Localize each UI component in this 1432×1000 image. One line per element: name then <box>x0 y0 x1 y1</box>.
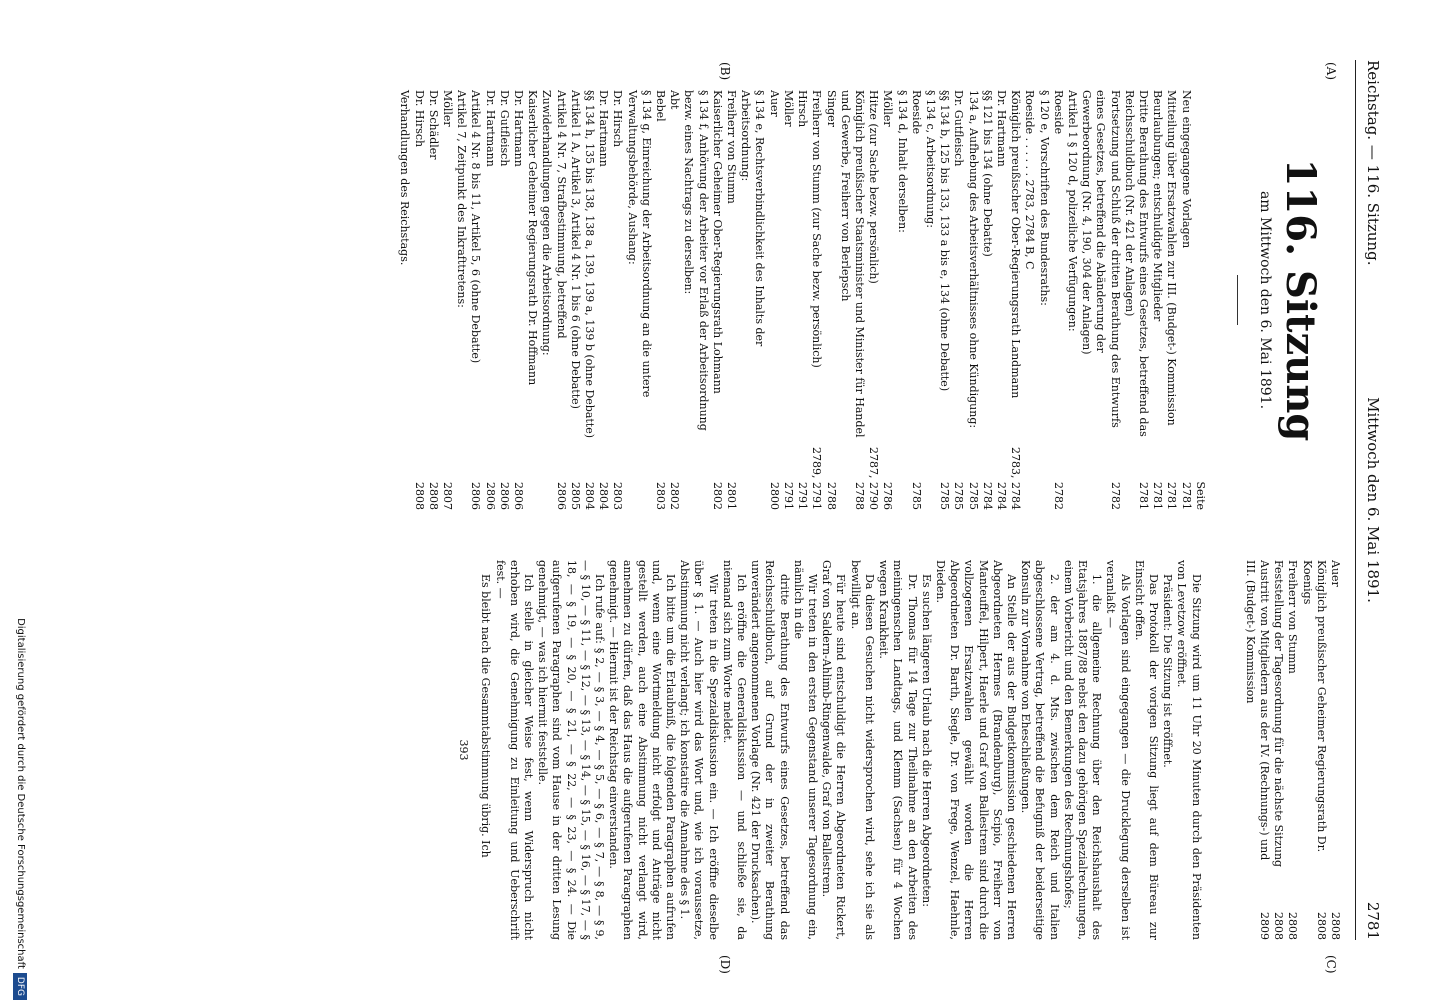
toc-entry <box>1065 90 1079 510</box>
toc-entry <box>795 90 809 510</box>
toc-entry-text: Dr. Gutfleisch <box>952 90 966 167</box>
toc-entry-text: Auer <box>767 90 781 117</box>
continued-contents <box>1243 560 1342 940</box>
toc-entry-text: Dr. Schädler <box>426 90 440 160</box>
toc-entry-page: 2781 <box>1136 482 1150 510</box>
paragraph: Für heute sind entschuldigt die Herren Abgeordneten Rickert, Graf von Saldern-Ahlimb-Ringenwalde, Graf von Ballestrem. <box>820 560 848 940</box>
toc-entry-text: Hitze (zur Sache bezw. persönlich) <box>867 90 881 284</box>
toc-entry <box>454 90 468 510</box>
toc-entry-text: Möller <box>441 90 455 127</box>
toc-entry-page: 2806 <box>497 482 511 510</box>
toc-entry-text: 134 a, Aufhebung des Arbeitsverhältnisses ohne Kündigung: <box>966 90 980 429</box>
toc-entry-page: 2808 <box>412 482 426 510</box>
toc-entry-page <box>1022 440 1036 510</box>
toc-entry <box>965 90 979 510</box>
paragraph: Es bleibt nach die Gesammtabstimmung übrig. Ich <box>479 574 493 858</box>
toc-entry-text: § 134 f, Anhörung der Arbeiter vor Erlaß der Arbeitsordnung bezw. eines Nachtrags zu derselben: <box>682 90 710 431</box>
toc-entry-page: 2785 <box>938 482 952 510</box>
toc-entry-text: Hirsch <box>796 90 810 128</box>
toc-entry <box>909 90 923 510</box>
toc-entry-page: 2805 <box>568 482 582 510</box>
toc-entry-page: 2782 <box>1108 482 1122 510</box>
page-header <box>1360 60 1380 940</box>
toc-entry-text: Dr. Gutfleisch <box>497 90 511 167</box>
toc-entry <box>482 90 496 510</box>
session-subtitle: am Mittwoch den 6. Mai 1891. <box>1257 190 1273 410</box>
toc-entry <box>980 90 994 510</box>
paragraph: Das Protokoll der vorigen Sitzung liegt auf dem Büreau zur Einsicht offen. <box>1132 560 1160 940</box>
toc-entry-page: 2802 <box>710 482 724 510</box>
toc-entry-text: Roeside . . . . . . 2783, 2784 B, C <box>1023 90 1037 270</box>
toc-entry <box>1164 90 1178 510</box>
toc-entry-text: Dr. Hirsch <box>611 90 625 148</box>
toc-entry-page <box>894 440 908 510</box>
toc-entry <box>781 90 795 510</box>
paragraph: Präsident: Die Sitzung ist eröffnet. <box>1161 574 1175 768</box>
toc-entry-page <box>738 440 766 510</box>
toc-entry-page: 2802 <box>668 482 682 510</box>
paragraph: Wir treten in die Spezialdiskussion ein. — Ich eröffne dieselbe über § 1. — Auch hier wird das Wort und, wie ich voraussetze, Abstimmung nicht verlangt; ich konstatire die Annahme des § 1. <box>678 560 720 940</box>
toc-entry <box>624 90 652 510</box>
toc-entry-page: 2809 <box>1257 912 1271 940</box>
toc-entry <box>426 90 440 510</box>
toc-entry <box>1079 90 1122 510</box>
toc-entry-text: § 120 e, Vorschriften des Bundesraths: <box>1037 90 1051 306</box>
toc-entry-page <box>525 440 539 510</box>
toc-entry-page: 2781 <box>1179 482 1193 510</box>
toc-entry-text: Dr. Hartmann <box>597 90 611 167</box>
toc-entry <box>1122 90 1150 510</box>
toc-entry-text: Artikel 4 Nr. 7, Strafbestimmung, betreffend Zuwiderhandlungen gegen die Arbeitsordnung: <box>540 90 568 356</box>
toc-entry <box>738 90 766 510</box>
toc-entry-text: Austritt von Mitgliedern aus der IV. (Rechnungs-) und III. (Budget-) Kommission <box>1243 560 1271 861</box>
toc-entry <box>1299 560 1327 940</box>
toc-entry-text: Verhandlungen des Reichstags. <box>398 90 412 266</box>
toc-entry-text: Singer <box>824 90 838 127</box>
toc-entry <box>667 90 681 510</box>
paragraph: Ich stelle in gleicher Weise fest, wenn Widerspruch nicht erhoben wird, die Genehmigung zu Einleitung und Ueberschrift fest. — <box>493 560 536 940</box>
signature-mark: 393 <box>457 739 471 761</box>
toc-entry-text: §§ 121 bis 134 (ohne Debatte) <box>980 90 994 257</box>
toc-entry <box>880 90 894 510</box>
toc-entry-text: Feststellung der Tagesordnung für die nächste Sitzung <box>1272 560 1286 868</box>
toc-entry-page: 2801 <box>725 482 739 510</box>
toc-entry <box>1285 560 1299 940</box>
toc-entry-text: Artikel 7, Zeitpunkt des Inkrafttretens: <box>455 90 469 308</box>
toc-entry-page <box>1065 440 1079 510</box>
toc-entry <box>951 90 965 510</box>
header-left: Reichstag. — 116. Sitzung. <box>1364 60 1382 266</box>
toc-entry-text: § 134 c, Arbeitsordnung: <box>923 90 937 228</box>
toc-entry <box>582 90 596 510</box>
toc-entry <box>610 90 624 510</box>
toc-entry <box>937 90 951 510</box>
toc-entry-page: 2791 <box>781 482 795 510</box>
toc-entry <box>1328 560 1342 940</box>
toc-entry-page: 2806 <box>512 482 526 510</box>
paragraph: Ich rufe auf: § 2, — § 3, — § 4, — § 5, — § 6, — § 7, — § 8, — § 9, — § 10, — § 11, — § 12, — § 13, — § 14, — § 15, — § 16, — § 17, — § 18, — § 19, — § 20, — § 21, — § 22, — § 23, — § 24. — Die aufgerufenen Paragraphen sind vom Hause in der dritten Lesung genehmigt, — was ich hiermit feststelle. <box>536 560 607 940</box>
toc-entry-page: 2791 <box>796 482 810 510</box>
toc-entry <box>1022 90 1036 510</box>
toc-entry-page: 2786 <box>881 482 895 510</box>
toc-entry-page: 2804 <box>583 482 597 510</box>
toc-entry <box>681 90 709 510</box>
toc-entry-page: 2781 <box>1165 482 1179 510</box>
toc-entry <box>568 90 582 510</box>
toc-entry-text: Möller <box>781 90 795 127</box>
toc-entry-page: 2806 <box>554 482 568 510</box>
toc-entry-text: Dritte Berathung des Entwurfs eines Gesetzes, betreffend das Reichsschuldbuch (Nr. 421 der Anlagen) <box>1122 90 1150 437</box>
toc-entry <box>823 90 837 510</box>
right-column <box>456 560 1342 940</box>
toc-entry-text: Freiherr von Stumm (zur Sache bezw. persönlich) <box>810 90 824 368</box>
toc-entry <box>994 90 1008 510</box>
toc-entry-text: Dr. Hartmann <box>512 90 526 167</box>
header-rule <box>1355 60 1356 940</box>
toc-entry <box>1150 90 1164 510</box>
toc-entry-page: 2784 <box>994 482 1008 510</box>
paragraph: Da diesen Gesuchen nicht widersprochen wird, sehe ich sie als bewilligt an. <box>848 560 876 940</box>
toc-entry-page: 2785 <box>966 482 980 510</box>
toc-entry-page: 2784 <box>980 482 994 510</box>
toc-entry-page: 2787, 2790 <box>867 447 881 510</box>
toc-entry-page: 2806 <box>469 482 483 510</box>
toc-entry-text: Abt <box>668 90 682 110</box>
toc-entry-page: 2804 <box>597 482 611 510</box>
toc-entry-text: Auer <box>1329 560 1342 587</box>
title-separator <box>1237 275 1238 325</box>
toc-entry-page <box>397 440 411 510</box>
table-of-contents <box>397 90 1192 510</box>
toc-entry-text: Artikel 4 Nr. 8 bis 11, Artikel 5, 6 (ohne Debatte) <box>469 90 483 364</box>
toc-entry-text: Roeside <box>1051 90 1065 135</box>
toc-entry-text: Königlich preußischer Geheimer Regierungsrath Dr. Koenigs <box>1300 560 1328 853</box>
toc-entry-text: Kaiserlicher Geheimer Ober-Regierungsrath Lohmann <box>710 90 724 394</box>
toc-entry-page: 2807 <box>441 482 455 510</box>
toc-entry-text: §§ 134 h, 135 bis 138, 138 a, 139, 139 a, 139 b (ohne Debatte) <box>583 90 597 439</box>
toc-entry-text: § 134 e, Rechtsverbindlichkeit des Inhalts der Arbeitsordnung: <box>739 90 767 347</box>
toc-entry <box>596 90 610 510</box>
toc-entry-page: 2808 <box>1329 912 1342 940</box>
paragraph: dritte Berathung des Entwurfs eines Gesetzes, betreffend das Reichsschuldbuch, auf Grund der in zweiter Berathung unverändert angenommenen Vorlage (Nr. 421 der Drucksachen). <box>749 560 791 940</box>
toc-entry-text: § 134 d, Inhalt derselben: <box>895 90 909 233</box>
paragraph: Ich bitte um die Erlaubniß, die folgenden Paragraphen aufrufen und, wenn eine Wortmeldung nicht erfolgt und Anträge nicht gestellt werden, auch eine Abstimmung nicht verlangt wird, annehmen zu dürfen, daß das Haus die aufgerufenen Paragraphen genehmigt. — Hiermit ist der Reichstag einverstanden. <box>607 560 678 940</box>
toc-entry-text: § 134 g, Einreichung der Arbeitsordnung an die untere Verwaltungsbehörde, Aushang: <box>625 90 653 398</box>
paragraph: 1. die allgemeine Rechnung über den Reichshaushalt des Etatsjahres 1887/88 nebst den dazu gehörigen Spezialrechnungen, einem Vorbericht und den Bemerkungen des Rechnungshofes; <box>1061 560 1104 940</box>
paragraph: Es suchen längeren Urlaub nach die Herren Abgeordneten: <box>919 574 933 907</box>
toc-entry-text: Artikel 1 A, Artikel 3, Artikel 4 Nr. 1 bis 6 (ohne Debatte) <box>568 90 582 409</box>
toc-entry-text: Königlich preußischer Ober-Regierungsrath Landmann <box>1009 90 1023 399</box>
toc-entry <box>767 90 781 510</box>
header-center: Mittwoch den 6. Mai 1891. <box>1364 397 1382 603</box>
toc-entry-page: 2782 <box>1051 482 1065 510</box>
toc-entry-page: 2808 <box>1314 912 1328 940</box>
toc-entry <box>923 90 937 510</box>
left-column <box>397 90 1342 510</box>
toc-entry <box>838 90 866 510</box>
toc-entry-page: 2806 <box>483 482 497 510</box>
toc-entry <box>653 90 667 510</box>
toc-entry-text: Dr. Hirsch <box>412 90 426 148</box>
toc-entry-text: Roeside <box>909 90 923 135</box>
toc-entry-page <box>454 440 468 510</box>
toc-entry-text: Freiherr von Stumm <box>725 90 739 204</box>
header-page-number: 2781 <box>1364 901 1382 940</box>
seite-label: Seite <box>1193 481 1207 510</box>
toc-entry <box>411 90 425 510</box>
toc-entry-text: Kaiserlicher Geheimer Regierungsrath Dr. Hoffmann <box>526 90 540 386</box>
toc-entry-text: Bebel <box>654 90 668 122</box>
credit-text: Digitalisierung gefördert durch die Deutsche Forschungsgemeinschaft <box>15 618 26 969</box>
toc-entry-page: 2803 <box>654 482 668 510</box>
proceedings-text <box>478 560 1202 940</box>
session-title: 116. Sitzung <box>1277 158 1324 442</box>
toc-entry-page <box>624 440 652 510</box>
toc-entry-text: Freiherr von Stumm <box>1286 560 1300 674</box>
toc-entry-page <box>681 440 709 510</box>
toc-entry-text: Dr. Hartmann <box>994 90 1008 167</box>
margin-mark-b: (B) <box>718 62 732 81</box>
paragraph: Ich eröffne die Generaldiskussion — und schließe sie, da niemand sich zum Worte meldet. <box>720 560 749 940</box>
toc-entry-page <box>923 440 937 510</box>
dfg-logo: DFG <box>13 973 27 1000</box>
toc-entry-page: 2783, 2784 <box>1009 447 1023 510</box>
toc-entry-page <box>1036 440 1050 510</box>
toc-entry-page: 2785 <box>952 482 966 510</box>
toc-entry <box>1178 90 1192 510</box>
toc-entry-text: Mitteilung über Ersatzwahlen zur III. (Budget-) Kommission <box>1165 90 1179 426</box>
toc-entry-page: 2803 <box>611 482 625 510</box>
toc-entry-page: 2781 <box>1151 482 1165 510</box>
toc-entry-text: Königlich preußischer Staatsminister und Minister für Handel und Gewerbe, Freiherr von Berlepsch <box>838 90 866 438</box>
toc-entry <box>1243 560 1271 940</box>
toc-entry <box>809 90 823 510</box>
toc-entry-text: Artikel 1 § 120 d, polizeiliche Verfügungen: <box>1065 90 1079 332</box>
digitization-credit <box>13 0 27 1000</box>
toc-entry <box>539 90 567 510</box>
toc-entry-text: Möller <box>881 90 895 127</box>
toc-entry-page: 2808 <box>426 482 440 510</box>
toc-entry <box>1036 90 1050 510</box>
toc-entry <box>1271 560 1285 940</box>
toc-entry <box>894 90 908 510</box>
paragraph: An Stelle der aus der Budgetkommission geschiedenen Herren Abgeordneten Hermes (Brandenburg), Scipio, Freiherr von Manteuffel, Hilpert, Haerle und Graf von Ballestrem sind durch die vollzogenen Ersatzwahlen gewählt worden die Herren Abgeordneten Dr. Barth, Siegle, Dr. von Frege, Wenzel, Haehnle, Dieden. <box>933 560 1018 940</box>
toc-entry <box>440 90 454 510</box>
toc-entry-page: 2789, 2791 <box>810 447 824 510</box>
toc-entry-page: 2808 <box>1272 912 1286 940</box>
toc-entry-text: Fortsetzung und Schluß der dritten Berathung des Entwurfs eines Gesetzes, betreffend die Abänderung der Gewerbeordnung (Nr. 4, 190, 304 der Anlagen) <box>1080 90 1122 428</box>
toc-entry <box>866 90 880 510</box>
toc-entry <box>724 90 738 510</box>
toc-entry-page: 2808 <box>1286 912 1300 940</box>
toc-entry-page: 2800 <box>767 482 781 510</box>
toc-entry-page: 2788 <box>852 482 866 510</box>
toc-entry-text: §§ 134 b, 125 bis 133, 133 a bis e, 134 (ohne Debatte) <box>938 90 952 392</box>
toc-entry <box>525 90 539 510</box>
toc-entry <box>497 90 511 510</box>
toc-entry-text: Dr. Hartmann <box>483 90 497 167</box>
paragraph: 2. der am 4. d. Mts. zwischen dem Reich und Italien abgeschlossene Vertrag, betreffend die Befugniß der beiderseitige Konsuln zur Vornahme von Eheschließungen. <box>1019 560 1061 940</box>
toc-entry <box>710 90 724 510</box>
toc-entry <box>468 90 482 510</box>
margin-mark-c: (C) <box>1324 955 1338 974</box>
paragraph: Wir treten in den ersten Gegenstand unserer Tagesordnung ein, nämlich in die <box>791 560 820 940</box>
toc-entry <box>511 90 525 510</box>
margin-mark-d: (D) <box>718 955 732 974</box>
toc-entry <box>397 90 411 510</box>
toc-entry-text: Beurlaubungen; entschuldigte Mitglieder <box>1151 90 1165 322</box>
margin-mark-a: (A) <box>1324 62 1338 81</box>
paragraph: Dr. Thomas für 14 Tage zur Theilnahme an den Arbeiten des meiningenschen Landtags, und Klemm (Sachsen) für 4 Wochen wegen Krankheit. <box>877 560 919 940</box>
paragraph: Die Sitzung wird um 11 Uhr 20 Minuten durch den Präsidenten von Levetzow eröffnet. <box>1175 560 1203 940</box>
toc-entry-page: 2788 <box>824 482 838 510</box>
paragraph: Als Vorlagen sind eingegangen — die Drucklegung derselben ist veranlaßt — <box>1104 560 1132 940</box>
toc-entry <box>1008 90 1022 510</box>
toc-entry-page: 2785 <box>909 482 923 510</box>
toc-entry <box>1051 90 1065 510</box>
toc-entry-text: Neu eingegangene Vorlagen <box>1179 90 1193 249</box>
